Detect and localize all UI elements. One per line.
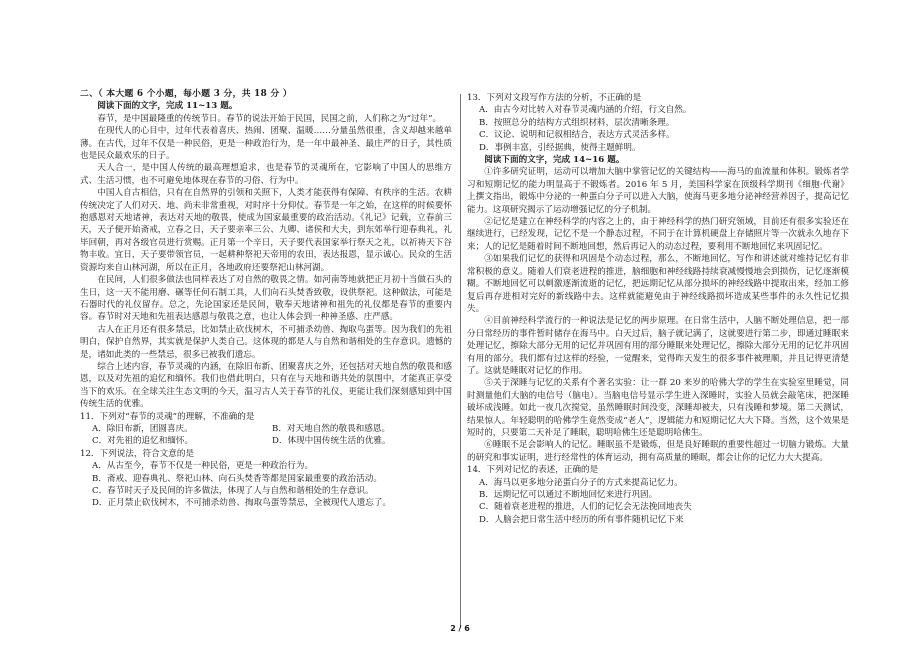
question-12-stem: 12．下列说法，符合文意的是 [80, 448, 195, 459]
right-column [467, 92, 849, 526]
page-number: 2 / 6 [450, 624, 470, 633]
passage-paragraph: 天人合一，是中国人传统的最高理想追求，也是春节的灵魂所在，它影响了中国人的思维方式、生活习惯，也不可避免地体现在春节的习俗、行为中。 [80, 163, 452, 186]
question-11-option-d: D．体现中国传统生活的优雅。 [272, 436, 391, 447]
question-11-stem: 11．下列对“春节的灵魂”的理解，不准确的是 [80, 411, 255, 422]
passage-paragraph: 中国人自古相信，只有在自然界的引领和关照下，人类才能获得有保障、有秩序的生活。农耕传统决定了人们对天、地、尚未非常重视，对时序十分仰仗。春节是一年之始，在这样的时候要怀抱感恩对天地诸神，表达对天地的敬畏，使成为国家最重要的政治活动。《礼记》记载，立春前三天，天子便开始斋戒，立春之日，天子要亲率三公、九卿、诸侯和大夫，到东郊举行迎春典礼，礼毕回朝，再对各级官员进行赏赐。正月第一个辛日，天子要代表国家举行祭天之礼，以祈祷天下谷物丰收。宜日，天子要带领官员，一起耕种祭祀天帝用的农田，表达报恩，显示诚心。民众的生活资源均来自山林河湖，所以在正月，各地政府还要祭祀山林河湖。 [80, 188, 452, 273]
question-13-stem: 13．下列对文段写作方法的分析，不正确的是 [467, 93, 642, 103]
question-14-option-d: D．人脑会把日常生活中经历的所有事件随机记忆下来 [479, 514, 684, 525]
question-12-option-c: C．春节时天子及民间的许多做法，体现了人与自然和谐相处的生存意识。 [92, 486, 374, 496]
reading-instruction-11-13: 阅读下面的文字，完成 11~13 题。 [97, 101, 238, 112]
question-12-option-a: A．从古至今，春节不仅是一种民俗，更是一种政治行为。 [92, 461, 314, 472]
section-title: 二、（ 本大题 6 个小题，每小题 3 分，共 18 分 ） [80, 89, 292, 99]
passage-paragraph: 在民间，人们很多做法也同样表达了对自然的敬畏之情。如河南等地就把正月初十当做石头的生日，这一天不能用磨、碾等任何石制工具，人们向石头焚香致敬，设供祭祀。这种做法，可能是石器时代的礼仪留存。总之，先论国家还是民间，敬奉天地诸神和祖先的礼仪都是春节的重要内容。春节时对天地和先祖表达感恩与敬畏之意，也让人体会到一种神圣感、庄严感。 [80, 275, 452, 323]
passage-paragraph: ⑤关于深睡与记忆的关系有个著名实验：让一群 20 来岁的哈佛大学的学生在实验室里睡觉，同时测量他们大脑的电信号（脑电）。当脑电信号显示学生进入深睡时，实验人员就会敲笔床，把深睡破坏成浅睡。如此一夜几次搅觉，虽然睡眠时间没变，深睡却被夫，只有浅睡和梦境。第二天测试，结果惊人。年轻聪明的哈佛学生竟然变成“老人”，逻辑能力和短期记忆大大下降。当然，这个效果是短时的，只要第二天补足了睡眠，聪明哈佛生还是聪明哈佛生。 [467, 378, 849, 438]
question-11-options-row [80, 423, 452, 435]
question-11-options-row [80, 435, 452, 447]
passage-paragraph: ⑥睡眠不足会影响人的记忆。睡眠虽不是锻炼，但是良好睡眠的重要性超过一切脑力锻炼。大量的研究和事实证明，进行经常性的体育运动，拥有高质量的睡眠，都会让你的记忆力大大提高。 [467, 440, 849, 463]
question-13-option-a: A．由古今对比转入对春节灵魂内涵的介绍，行文自然。 [479, 105, 692, 116]
passage-paragraph: ②记忆是建立在神经科学的内容之上的，由于神经科学的热门研究领域，目前还有很多实验还在继续进行，已经发现，记忆不是一个静态过程，不同于在计算机硬盘上存储照片等一次就永久地存下来；人的记忆是随着时间不断地回想，然后再记入的动态过程，要利用不断地回忆来巩固记忆。 [467, 217, 849, 252]
question-11-option-b: B．对天地自然的敬畏和感恩。 [272, 423, 391, 434]
question-14-option-b: B．远期记忆可以通过不断地回忆来进行巩固。 [479, 490, 658, 500]
question-13-option-d: D．事例丰富，引经据典，使得主题鲜明。 [479, 142, 641, 153]
question-12-option-b: B．斋戒、迎春典礼、祭祀山林、向石头焚香等都是国家最重要的政治活动。 [92, 473, 382, 484]
question-14-option-c: C．随着衰老进程的推进，人们的记忆会无法挽回地丧失 [479, 502, 692, 513]
passage-paragraph: ①许多研究证明，运动可以增加大脑中掌管记忆的关键结构——海马的血流量和体积。锻炼者学习和短期记忆的能力明显高于不锻炼者。2016 年 5 月，美国科学家在顶级科学期刊《细胞·代谢》上撰文指出，锻炼中分泌的一种蛋白分子可以进入大脑，使海马更多地分泌神经营养因子，提高记忆能力。这项研究揭示了运动增强记忆的分子机制。 [467, 167, 849, 215]
left-column [80, 88, 452, 510]
question-13-option-b: B．按照总分的结构方式组织材料，层次清晰条理。 [479, 117, 675, 128]
passage-paragraph: ④目前神经科学流行的一种说法是记忆的两步原理。在日常生活中，人脑不断处理信息，把一部分日常经历的事件暂时储存在海马中。白天过后，脑子就记满了，这就要进行第二步，即通过睡眠来处理记忆，擦除大部分无用的记忆并巩固有用的部分睡眠来处理记忆，擦除大部分无用的记忆并巩固有用的部分。我们都有过这样的经验，一觉醒来，觉得昨天发生的很多事件被理顺，并且记得更清楚了。这就是睡眠对记忆的作用。 [467, 316, 849, 376]
passage-paragraph: 古人在正月还有很多禁忌，比如禁止砍伐树木，不可捕杀幼兽、掏取鸟蛋等。因为我们的先祖明白，保护自然界，其实就是保护人类自己。这体现的都是人与自然和谐相处的生存意识。遗憾的是，诸如此类的一些禁忌，很多已被我们遗忘。 [80, 324, 452, 360]
reading-instruction-14-16: 阅读下面的文字，完成 14~16 题。 [484, 155, 625, 166]
passage-paragraph: 春节，是中国最隆重的传统节日。春节的说法开始于民国，民国之前，人们称之为“过年”。 [97, 113, 442, 124]
passage-paragraph: 综合上述内容，春节灵魂的内涵，在除旧布新、团聚喜庆之外，还包括对天地自然的敬畏和感恩，以及对先祖的追忆和缅怀。我们也借此明白，只有在与天地和谐共处的氛围中，才能真正享受当下的欢乐。在全球关注生态文明的今天，温习古人关于春节的礼仪，更能让我们深刻感知到中国传统生活的优雅。 [80, 361, 452, 410]
column-divider [460, 94, 461, 628]
question-11-option-c: C．对先祖的追忆和缅怀。 [92, 436, 194, 447]
question-12-option-d: D．正月禁止砍伐树木，不可捕杀幼兽、掏取鸟蛋等禁忌，全被现代人遗忘了。 [92, 498, 392, 509]
question-14-stem: 14．下列对记忆的表述，正确的是 [467, 465, 599, 476]
passage-paragraph: ③如果我们记忆的获得和巩固是个动态过程，那么，不断地回忆，写作和讲述就对维持记忆有非常积极的意义。随着人们衰老进程的推进，脑细胞和神经线路持续衰减慢慢地会到损伤，记忆逐渐模糊。不断地回忆可以刺激逐渐流逝的记忆，把远期记忆从部分损坏的神经线路中提取出来，经加工修复后再存进相对完好的新线路中去。这样就能避免由于神经线路损坏造成某些事件的永久性记忆损失。 [467, 254, 849, 314]
passage-paragraph: 在现代人的心目中，过年代表着喜庆、热闹、团聚、温暖……分量虽然很重，含义却越来越单薄。在古代，过年不仅是一种民俗，更是一种政治行为，是一年中最神圣、最庄严的日子，其性质也是民众最欢乐的日子。 [80, 126, 452, 162]
question-14-option-a: A．海马以更多地分泌蛋白分子的方式来提高记忆力。 [479, 477, 683, 488]
question-11-option-a: A．除旧布新，团圆喜庆。 [92, 423, 193, 434]
question-13-option-c: C．议论、说明和记叙相结合，表达方式灵活多样。 [479, 130, 675, 141]
